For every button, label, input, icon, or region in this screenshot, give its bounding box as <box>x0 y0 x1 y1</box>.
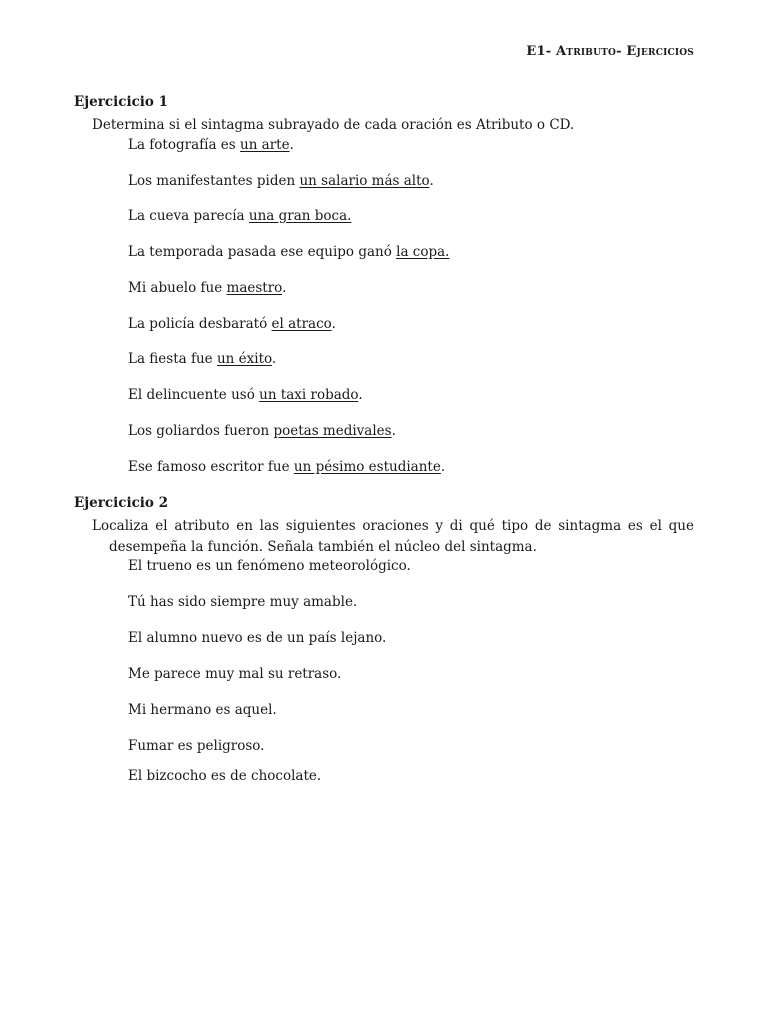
underlined-phrase: un taxi robado <box>259 387 359 403</box>
underlined-phrase: una gran boca. <box>248 208 352 224</box>
exercise-1-instruction: Determina si el sintagma subrayado de cada oración es Atributo o CD. <box>92 117 575 133</box>
exercise-1-item <box>128 208 351 224</box>
sentence-text: La fotografía es <box>128 137 240 153</box>
exercise-1-item <box>128 351 276 367</box>
underlined-phrase: un pésimo estudiante <box>293 459 441 475</box>
sentence-end: . <box>289 137 294 153</box>
exercise-2-item: Tú has sido siempre muy amable. <box>128 594 358 610</box>
sentence-text: La cueva parecía <box>128 208 249 224</box>
sentence-end: . <box>440 459 446 475</box>
exercise-2-item: Me parece muy mal su retraso. <box>128 666 342 682</box>
exercise-1-item <box>128 316 336 332</box>
exercise-2-item: El trueno es un fenómeno meteorológico. <box>128 558 411 574</box>
page-header-title: E1- Atributo- Ejercicios <box>526 44 694 59</box>
exercise-1-item <box>128 387 363 403</box>
instruction-line-2: desempeña la función. Señala también el núcleo del sintagma. <box>109 539 537 555</box>
exercise-1-item <box>128 137 294 153</box>
exercise-1-item <box>128 459 445 475</box>
sentence-text: Ese famoso escritor fue <box>128 459 294 475</box>
sentence-end: . <box>391 423 396 439</box>
underlined-phrase: un éxito <box>216 351 272 367</box>
sentence-end: . <box>282 280 287 296</box>
underlined-phrase: maestro <box>226 280 283 296</box>
sentence-text: La temporada pasada ese equipo ganó <box>128 244 397 260</box>
exercise-2-item: El alumno nuevo es de un país lejano. <box>128 630 387 646</box>
exercise-2-heading: Ejercicicio 2 <box>74 495 169 511</box>
underlined-phrase: poetas medivales <box>273 423 392 439</box>
sentence-text: Los manifestantes piden <box>128 173 300 189</box>
underlined-phrase: el atraco <box>271 316 332 332</box>
underlined-phrase: un salario más alto <box>299 173 430 189</box>
underlined-phrase: un arte <box>240 137 290 153</box>
sentence-text: La policía desbarató <box>128 316 272 332</box>
sentence-end: . <box>358 387 363 403</box>
exercise-2-item: El bizcocho es de chocolate. <box>128 768 322 784</box>
exercise-1-item <box>128 280 286 296</box>
exercise-1-item <box>128 173 434 189</box>
underlined-phrase: la copa. <box>396 244 450 260</box>
sentence-end: . <box>271 351 277 367</box>
sentence-text: Los goliardos fueron <box>128 423 274 439</box>
exercise-2-item: Fumar es peligroso. <box>128 738 265 754</box>
sentence-text: La fiesta fue <box>128 351 217 367</box>
sentence-text: El delincuente usó <box>128 387 260 403</box>
exercise-2-item: Mi hermano es aquel. <box>128 702 277 718</box>
exercise-2-instruction <box>92 516 694 558</box>
exercise-1-item <box>128 244 449 260</box>
instruction-line-1: Localiza el atributo en las siguientes oraciones y di qué tipo de sintagma es el que <box>92 518 694 534</box>
sentence-end: . <box>331 316 336 332</box>
exercise-1-heading: Ejercicicio 1 <box>74 94 169 110</box>
exercise-1-item <box>128 423 396 439</box>
sentence-end: . <box>429 173 434 189</box>
sentence-text: Mi abuelo fue <box>128 280 227 296</box>
